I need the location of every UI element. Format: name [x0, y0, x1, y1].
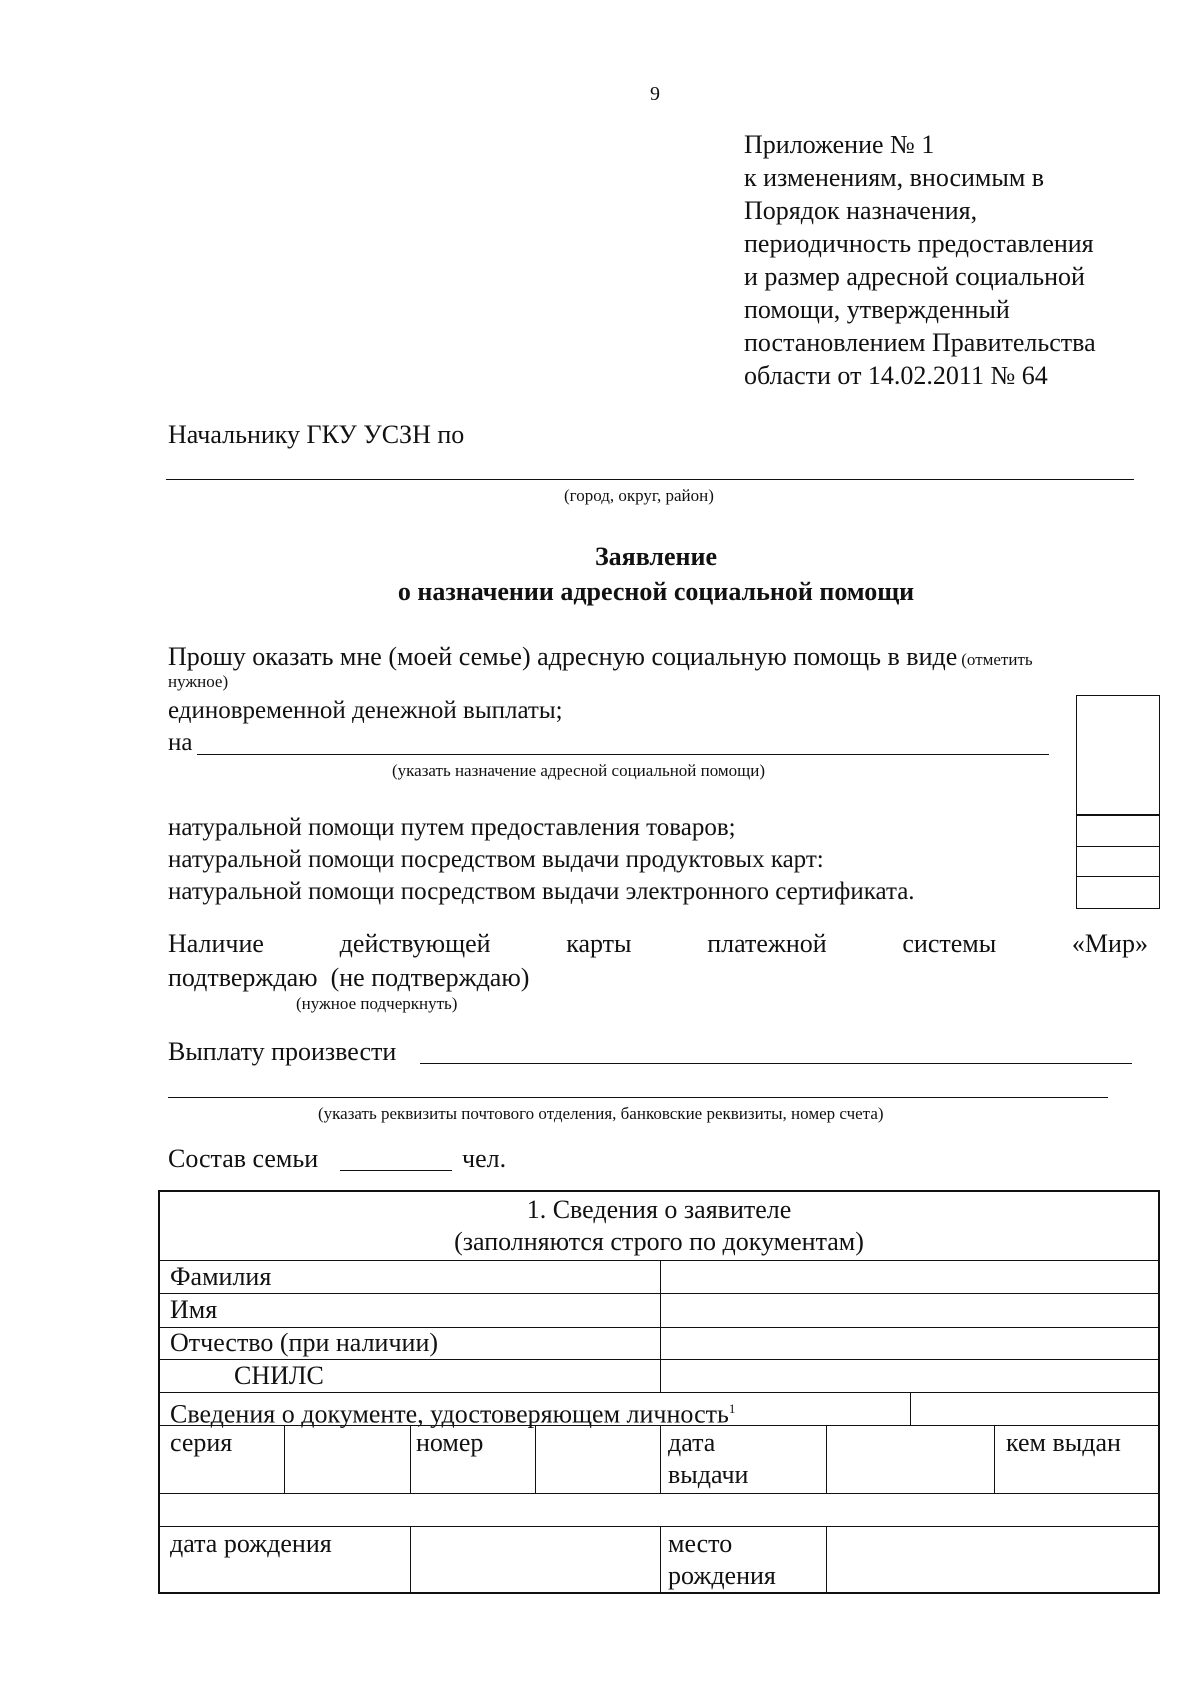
number-value[interactable] [539, 1427, 657, 1491]
patronymic-value[interactable] [664, 1329, 1154, 1357]
issued-by-label: кем выдан [1006, 1428, 1121, 1457]
appendix-block [744, 128, 1096, 392]
page-number: 9 [650, 83, 660, 105]
checkbox-column [1076, 695, 1160, 909]
appendix-line: помощи, утвержденный [744, 295, 1010, 324]
appendix-line: периодичность предоставления [744, 229, 1094, 258]
birth-date-value[interactable] [414, 1528, 656, 1592]
purpose-fill-line[interactable] [197, 754, 1049, 755]
family-label: Состав семьи [168, 1144, 319, 1173]
appendix-line: к изменениям, вносимым в [744, 163, 1045, 192]
table-col-rule [826, 1425, 827, 1493]
option-e-certificate: натуральной помощи посредством выдачи электронного сертификата. [168, 878, 915, 905]
table-rule [160, 1493, 1158, 1494]
mir-hint: (нужное подчеркнуть) [296, 994, 458, 1013]
table-header-title: 1. Сведения о заявителе [526, 1195, 792, 1224]
birth-place-label-cont: рождения [668, 1561, 776, 1590]
mir-word: карты [566, 929, 632, 958]
snils-value[interactable] [664, 1361, 1154, 1391]
issue-date-label: дата [668, 1428, 716, 1457]
table-col-rule [660, 1526, 661, 1594]
mir-word: Наличие [168, 929, 264, 958]
addressee-fill-line[interactable] [166, 479, 1134, 480]
mir-word: действующей [339, 929, 491, 958]
checkbox-goods[interactable] [1076, 814, 1160, 847]
surname-value[interactable] [664, 1262, 1154, 1292]
checkbox-food-cards[interactable] [1076, 846, 1160, 877]
table-col-rule [410, 1425, 411, 1493]
id-document-text: Сведения о документе, удостоверяющем личность [170, 1399, 729, 1429]
id-document-value[interactable] [914, 1394, 1154, 1424]
table-rule [160, 1293, 1158, 1294]
checkbox-e-certificate[interactable] [1076, 876, 1160, 909]
checkbox-cash[interactable] [1076, 695, 1160, 816]
name-value[interactable] [664, 1295, 1154, 1325]
table-col-rule [660, 1260, 661, 1392]
table-col-rule [660, 1425, 661, 1493]
table-col-rule [910, 1392, 911, 1425]
family-unit: чел. [462, 1144, 507, 1173]
appendix-line: постановлением Правительства [744, 328, 1096, 357]
appendix-line: Приложение № 1 [744, 130, 935, 159]
appendix-line: Порядок назначения, [744, 196, 978, 225]
family-count-line[interactable] [340, 1170, 452, 1171]
purpose-prefix: на [168, 729, 193, 756]
table-col-rule [410, 1526, 411, 1594]
payment-fill-line[interactable] [420, 1063, 1132, 1064]
mir-confirm-options[interactable]: подтверждаю (не подтверждаю) [168, 963, 530, 992]
birth-place-value[interactable] [830, 1528, 1154, 1592]
table-header-note: (заполняются строго по документам) [454, 1227, 864, 1256]
option-cash: единовременной денежной выплаты; [168, 697, 563, 724]
table-col-rule [826, 1526, 827, 1594]
issue-date-value[interactable] [830, 1427, 990, 1491]
applicant-table [158, 1190, 1160, 1594]
addressee-hint: (город, округ, район) [564, 486, 714, 505]
footnote-mark: 1 [728, 1401, 736, 1416]
option-goods: натуральной помощи путем предоставления товаров; [168, 814, 736, 841]
series-label: серия [170, 1428, 233, 1457]
request-line [168, 640, 1033, 673]
id-document-label [170, 1393, 735, 1431]
table-rule [160, 1526, 1158, 1527]
mir-word: системы [902, 929, 997, 958]
document-title: Заявление [594, 542, 718, 571]
issued-by-value[interactable] [164, 1495, 1154, 1524]
name-label: Имя [170, 1295, 218, 1324]
payment-label: Выплату произвести [168, 1037, 397, 1066]
series-value[interactable] [288, 1427, 406, 1491]
mir-word: платежной [707, 929, 827, 958]
request-note-cont: нужное) [168, 672, 229, 691]
number-label: номер [416, 1428, 484, 1457]
appendix-line: и размер адресной социальной [744, 262, 1085, 291]
mir-word: «Мир» [1071, 929, 1148, 958]
purpose-hint: (указать назначение адресной социальной помощи) [392, 761, 766, 780]
payment-hint: (указать реквизиты почтового отделения, банковские реквизиты, номер счета) [318, 1104, 884, 1123]
request-note: (отметить [961, 650, 1033, 669]
table-col-rule [535, 1425, 536, 1493]
patronymic-label: Отчество (при наличии) [170, 1328, 439, 1357]
snils-label: СНИЛС [234, 1361, 324, 1390]
birth-date-label: дата рождения [170, 1529, 332, 1558]
mir-card-line [168, 927, 1148, 960]
addressee-label: Начальнику ГКУ УСЗН по [168, 420, 465, 449]
table-rule [160, 1260, 1158, 1261]
option-food-cards: натуральной помощи посредством выдачи продуктовых карт: [168, 846, 824, 873]
appendix-line: области от 14.02.2011 № 64 [744, 361, 1048, 390]
table-col-rule [284, 1425, 285, 1493]
payment-fill-line-2[interactable] [168, 1097, 1108, 1098]
birth-place-label: место [668, 1529, 733, 1558]
surname-label: Фамилия [170, 1262, 272, 1291]
table-col-rule [994, 1425, 995, 1493]
request-text: Прошу оказать мне (моей семье) адресную социальную помощь в виде [168, 642, 958, 671]
issue-date-label-cont: выдачи [668, 1460, 749, 1489]
document-subtitle: о назначении адресной социальной помощи [397, 577, 915, 606]
